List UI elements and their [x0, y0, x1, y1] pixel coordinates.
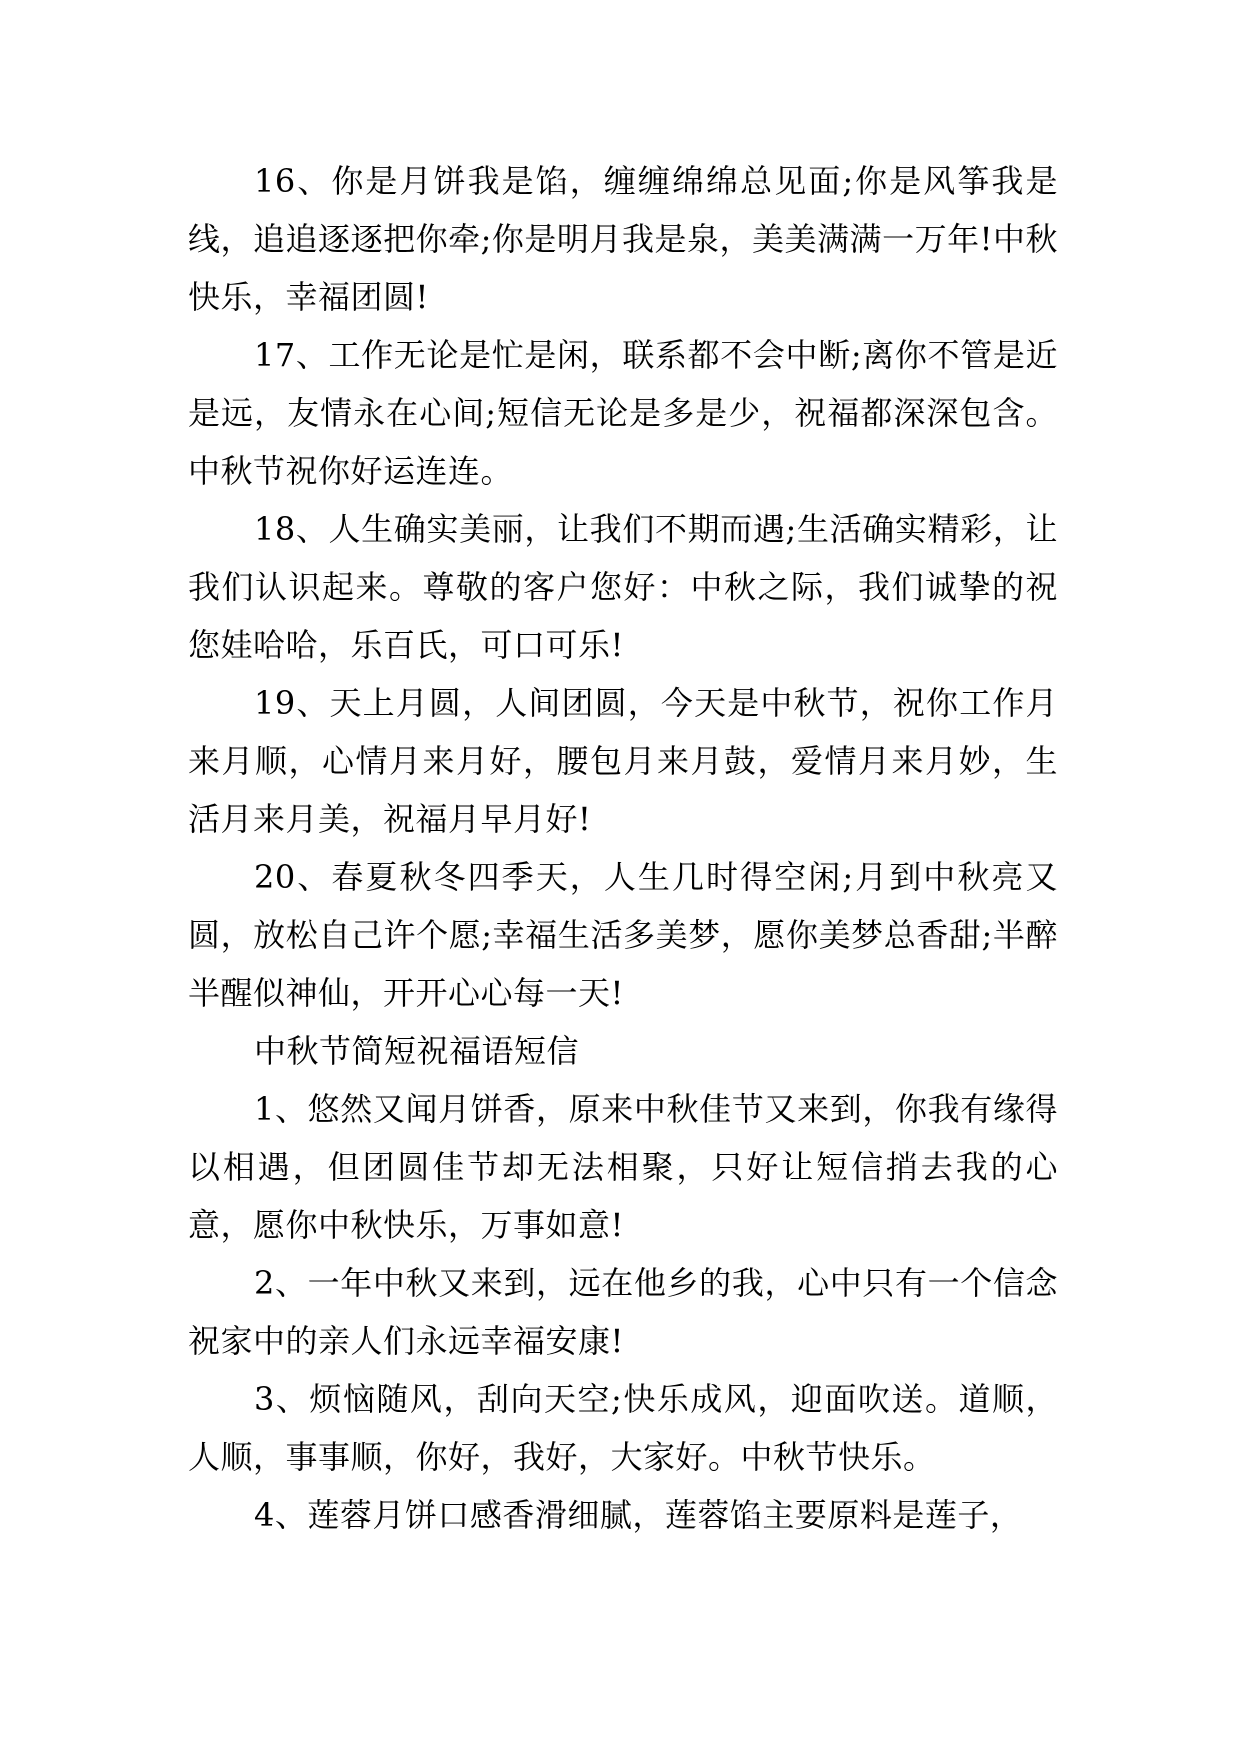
paragraph-18: 18、人生确实美丽，让我们不期而遇;生活确实精彩，让我们认识起来。尊敬的客户您好：中秋之际，我们诚挚的祝您娃哈哈，乐百氏，可口可乐! [188, 510, 1058, 664]
paragraph-2: 2、一年中秋又来到，远在他乡的我，心中只有一个信念祝家中的亲人们永远幸福安康! [188, 1264, 1058, 1360]
paragraph-16: 16、你是月饼我是馅，缠缠绵绵总见面;你是风筝我是线，追追逐逐把你牵;你是明月我是泉，美美满满一万年!中秋快乐，幸福团圆! [188, 162, 1058, 316]
section-heading: 中秋节简短祝福语短信 [254, 1032, 580, 1070]
paragraph-19: 19、天上月圆，人间团圆，今天是中秋节，祝你工作月来月顺，心情月来月好，腰包月来月鼓，爱情月来月妙，生活月来月美，祝福月早月好! [188, 684, 1058, 838]
paragraph-1: 1、悠然又闻月饼香，原来中秋佳节又来到，你我有缘得以相遇，但团圆佳节却无法相聚，只好让短信捎去我的心意，愿你中秋快乐，万事如意! [188, 1090, 1058, 1244]
paragraph-4: 4、莲蓉月饼口感香滑细腻，莲蓉馅主要原料是莲子， [254, 1496, 1023, 1534]
paragraph-20: 20、春夏秋冬四季天，人生几时得空闲;月到中秋亮又圆，放松自己许个愿;幸福生活多美梦，愿你美梦总香甜;半醉半醒似神仙，开开心心每一天! [188, 858, 1058, 1012]
paragraph-17: 17、工作无论是忙是闲，联系都不会中断;离你不管是近是远，友情永在心间;短信无论是多是少，祝福都深深包含。中秋节祝你好运连连。 [188, 336, 1058, 490]
document-body [188, 152, 1058, 1544]
paragraph-3: 3、烦恼随风，刮向天空;快乐成风，迎面吹送。道顺，人顺，事事顺，你好，我好，大家好。中秋节快乐。 [188, 1380, 1058, 1476]
